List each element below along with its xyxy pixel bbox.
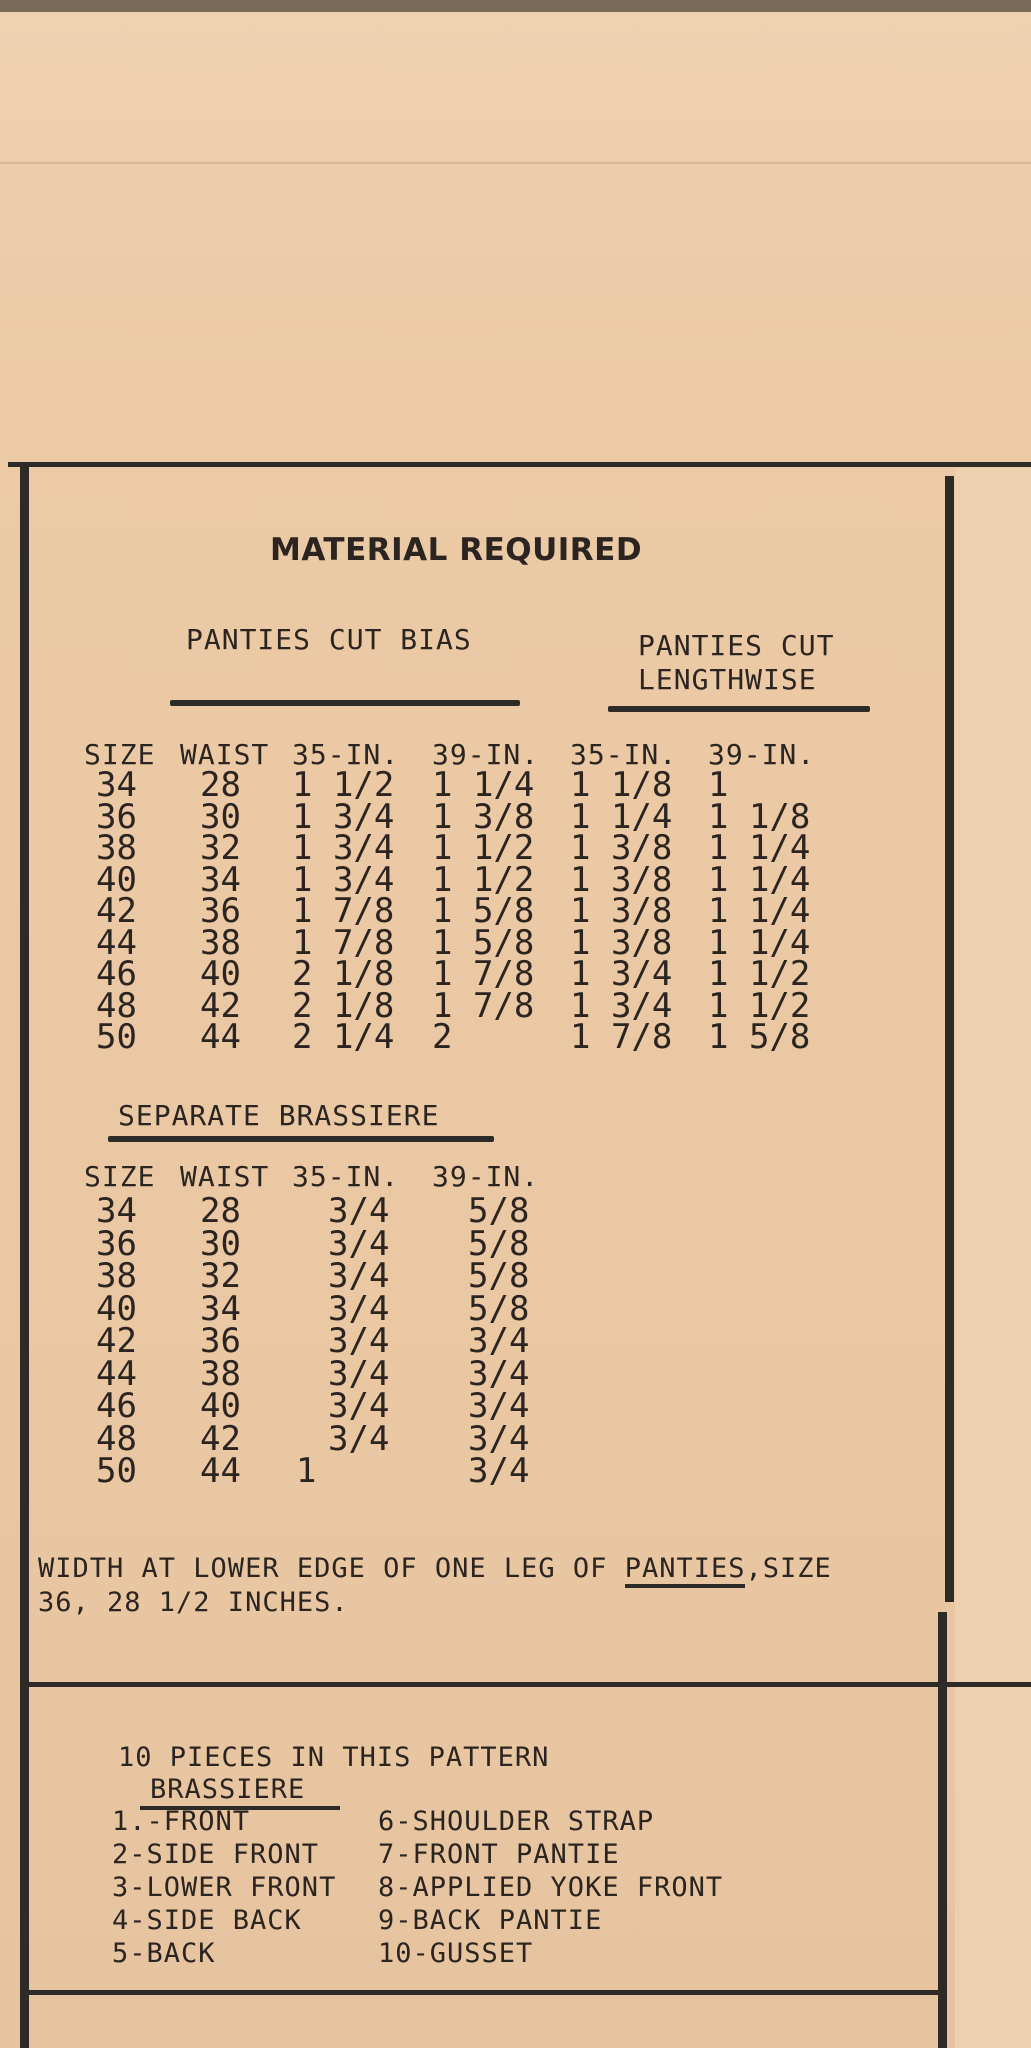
brassiere-cell: 40 — [200, 1386, 241, 1426]
panties-cell: 1 3/8 — [570, 923, 673, 963]
mid-divider — [24, 1682, 1031, 1687]
piece-item: 7-FRONT PANTIE — [378, 1839, 620, 1870]
panties-cell: 1 1/2 — [432, 860, 535, 900]
panties-cell: 42 — [200, 986, 241, 1026]
brassiere-cell: 3/4 — [328, 1191, 390, 1231]
piece-item: 2-SIDE FRONT — [112, 1839, 320, 1870]
brassiere-cell: 3/4 — [328, 1321, 390, 1361]
width-note — [38, 1552, 832, 1586]
brassiere-cell: 3/4 — [468, 1354, 530, 1394]
brassiere-cell: 5/8 — [468, 1191, 530, 1231]
brassiere-cell: 28 — [200, 1191, 241, 1231]
piece-item: 3-LOWER FRONT — [112, 1872, 337, 1903]
panties-cell: 2 1/4 — [292, 1017, 395, 1057]
panties-cell: 40 — [96, 860, 137, 900]
panties-cell: 1 3/8 — [570, 860, 673, 900]
panties-cell: 1 1/4 — [708, 891, 811, 931]
panties-cell: 38 — [96, 828, 137, 868]
brassiere-cell: 3/4 — [328, 1354, 390, 1394]
panties-col-header: 39-IN. — [432, 738, 540, 771]
panties-cell: 34 — [96, 765, 137, 805]
panties-cell: 1 5/8 — [708, 1017, 811, 1057]
top-edge — [0, 0, 1031, 12]
brassiere-cell: 34 — [96, 1191, 137, 1231]
brassiere-cell: 1 — [296, 1451, 317, 1491]
brassiere-cell: 36 — [96, 1224, 137, 1264]
panties-cell: 1 3/8 — [570, 828, 673, 868]
panties-cell: 1 1/8 — [570, 765, 673, 805]
top-border — [8, 462, 1031, 467]
panties-cell: 28 — [200, 765, 241, 805]
brassiere-cell: 42 — [96, 1321, 137, 1361]
brassiere-col-header: WAIST — [180, 1160, 270, 1193]
brassiere-cell: 34 — [200, 1289, 241, 1329]
piece-item: 9-BACK PANTIE — [378, 1905, 603, 1936]
right-flap — [955, 468, 1031, 2048]
right-border — [945, 476, 954, 1602]
panties-cell: 48 — [96, 986, 137, 1026]
brassiere-cell: 30 — [200, 1224, 241, 1264]
panties-cell: 2 1/8 — [292, 986, 395, 1026]
brassiere-header: SEPARATE BRASSIERE — [118, 1099, 440, 1132]
panties-cell: 36 — [96, 797, 137, 837]
panties-cell: 1 3/4 — [570, 954, 673, 994]
panties-cell: 1 3/8 — [570, 891, 673, 931]
brassiere-cell: 38 — [96, 1256, 137, 1296]
panties-cell: 34 — [200, 860, 241, 900]
brassiere-cell: 5/8 — [468, 1289, 530, 1329]
panties-cell: 46 — [96, 954, 137, 994]
panties-length-rule — [608, 706, 870, 712]
brassiere-cell: 3/4 — [468, 1321, 530, 1361]
panties-cell: 1 7/8 — [292, 891, 395, 931]
panties-cell: 1 1/2 — [432, 828, 535, 868]
brassiere-col-header: SIZE — [84, 1160, 156, 1193]
brassiere-cell: 3/4 — [468, 1451, 530, 1491]
piece-item: 6-SHOULDER STRAP — [378, 1806, 655, 1837]
brassiere-cell: 3/4 — [328, 1419, 390, 1459]
piece-item: 4-SIDE BACK — [112, 1905, 302, 1936]
brassiere-cell: 42 — [200, 1419, 241, 1459]
panties-cell: 2 1/8 — [292, 954, 395, 994]
panties-cell: 1 1/4 — [570, 797, 673, 837]
width-note-line2: 36, 28 1/2 INCHES. — [38, 1587, 349, 1618]
piece-item: 5-BACK — [112, 1938, 216, 1969]
brassiere-cell: 3/4 — [328, 1256, 390, 1296]
piece-item: 10-GUSSET — [378, 1938, 534, 1969]
panties-cell: 1 5/8 — [432, 923, 535, 963]
panties-cell: 1 7/8 — [570, 1017, 673, 1057]
panties-cell: 40 — [200, 954, 241, 994]
brassiere-cell: 3/4 — [328, 1386, 390, 1426]
panties-cell: 30 — [200, 797, 241, 837]
panties-cell: 32 — [200, 828, 241, 868]
panties-cell: 1 1/4 — [708, 923, 811, 963]
panties-cell: 1 3/4 — [292, 797, 395, 837]
panties-cell: 44 — [96, 923, 137, 963]
panties-col-header: 35-IN. — [292, 738, 400, 771]
brassiere-cell: 3/4 — [468, 1386, 530, 1426]
panties-cell: 1 5/8 — [432, 891, 535, 931]
fold-crease — [0, 162, 1031, 164]
panties-cell: 2 — [432, 1017, 453, 1057]
pieces-subheader: BRASSIERE — [150, 1774, 306, 1805]
panties-bias-rule — [170, 700, 520, 706]
piece-item: 8-APPLIED YOKE FRONT — [378, 1872, 724, 1903]
panties-col-header: WAIST — [180, 738, 270, 771]
panties-cell: 42 — [96, 891, 137, 931]
brassiere-cell: 40 — [96, 1289, 137, 1329]
brassiere-col-header: 35-IN. — [292, 1160, 400, 1193]
bottom-divider — [24, 1990, 939, 1995]
panties-cell: 1 3/4 — [292, 828, 395, 868]
left-border — [20, 466, 29, 2048]
brassiere-cell: 44 — [96, 1354, 137, 1394]
panties-cell: 1 7/8 — [432, 986, 535, 1026]
brassiere-cell: 44 — [200, 1451, 241, 1491]
panties-cell: 1 3/4 — [292, 860, 395, 900]
brassiere-rule — [108, 1136, 494, 1142]
panties-bias-header: PANTIES CUT BIAS — [186, 623, 472, 656]
page-title: MATERIAL REQUIRED — [270, 532, 643, 568]
panties-cell: 44 — [200, 1017, 241, 1057]
brassiere-cell: 5/8 — [468, 1224, 530, 1264]
width-note-pre: WIDTH AT LOWER EDGE OF ONE LEG OF — [38, 1553, 625, 1584]
brassiere-cell: 46 — [96, 1386, 137, 1426]
panties-cell: 1 1/2 — [292, 765, 395, 805]
panties-cell: 1 1/4 — [708, 828, 811, 868]
panties-cell: 36 — [200, 891, 241, 931]
width-note-underlined: PANTIES — [625, 1553, 746, 1588]
panties-col-header: 39-IN. — [708, 738, 816, 771]
brassiere-col-header: 39-IN. — [432, 1160, 540, 1193]
brassiere-cell: 36 — [200, 1321, 241, 1361]
panties-cell: 1 1/2 — [708, 986, 811, 1026]
panties-cell: 1 1/4 — [708, 860, 811, 900]
panties-cell: 1 1/4 — [432, 765, 535, 805]
panties-length-header-line1: PANTIES CUT — [638, 629, 835, 662]
panties-col-header: SIZE — [84, 738, 156, 771]
piece-item: 1.-FRONT — [112, 1806, 251, 1837]
panties-col-header: 35-IN. — [570, 738, 678, 771]
pieces-header: 10 PIECES IN THIS PATTERN — [118, 1742, 550, 1773]
right-border-lower — [938, 1612, 947, 2048]
panties-cell: 1 3/8 — [432, 797, 535, 837]
brassiere-cell: 48 — [96, 1419, 137, 1459]
panties-cell: 1 7/8 — [432, 954, 535, 994]
panties-cell: 38 — [200, 923, 241, 963]
panties-cell: 1 7/8 — [292, 923, 395, 963]
brassiere-cell: 32 — [200, 1256, 241, 1296]
brassiere-cell: 5/8 — [468, 1256, 530, 1296]
panties-cell: 1 1/8 — [708, 797, 811, 837]
brassiere-cell: 50 — [96, 1451, 137, 1491]
brassiere-cell: 38 — [200, 1354, 241, 1394]
brassiere-cell: 3/4 — [328, 1289, 390, 1329]
panties-cell: 1 1/2 — [708, 954, 811, 994]
width-note-post: ,SIZE — [745, 1553, 832, 1584]
brassiere-cell: 3/4 — [328, 1224, 390, 1264]
panties-cell: 1 3/4 — [570, 986, 673, 1026]
panties-length-header-line2: LENGTHWISE — [638, 663, 817, 696]
panties-cell: 50 — [96, 1017, 137, 1057]
brassiere-cell: 3/4 — [468, 1419, 530, 1459]
panties-cell: 1 — [708, 765, 729, 805]
